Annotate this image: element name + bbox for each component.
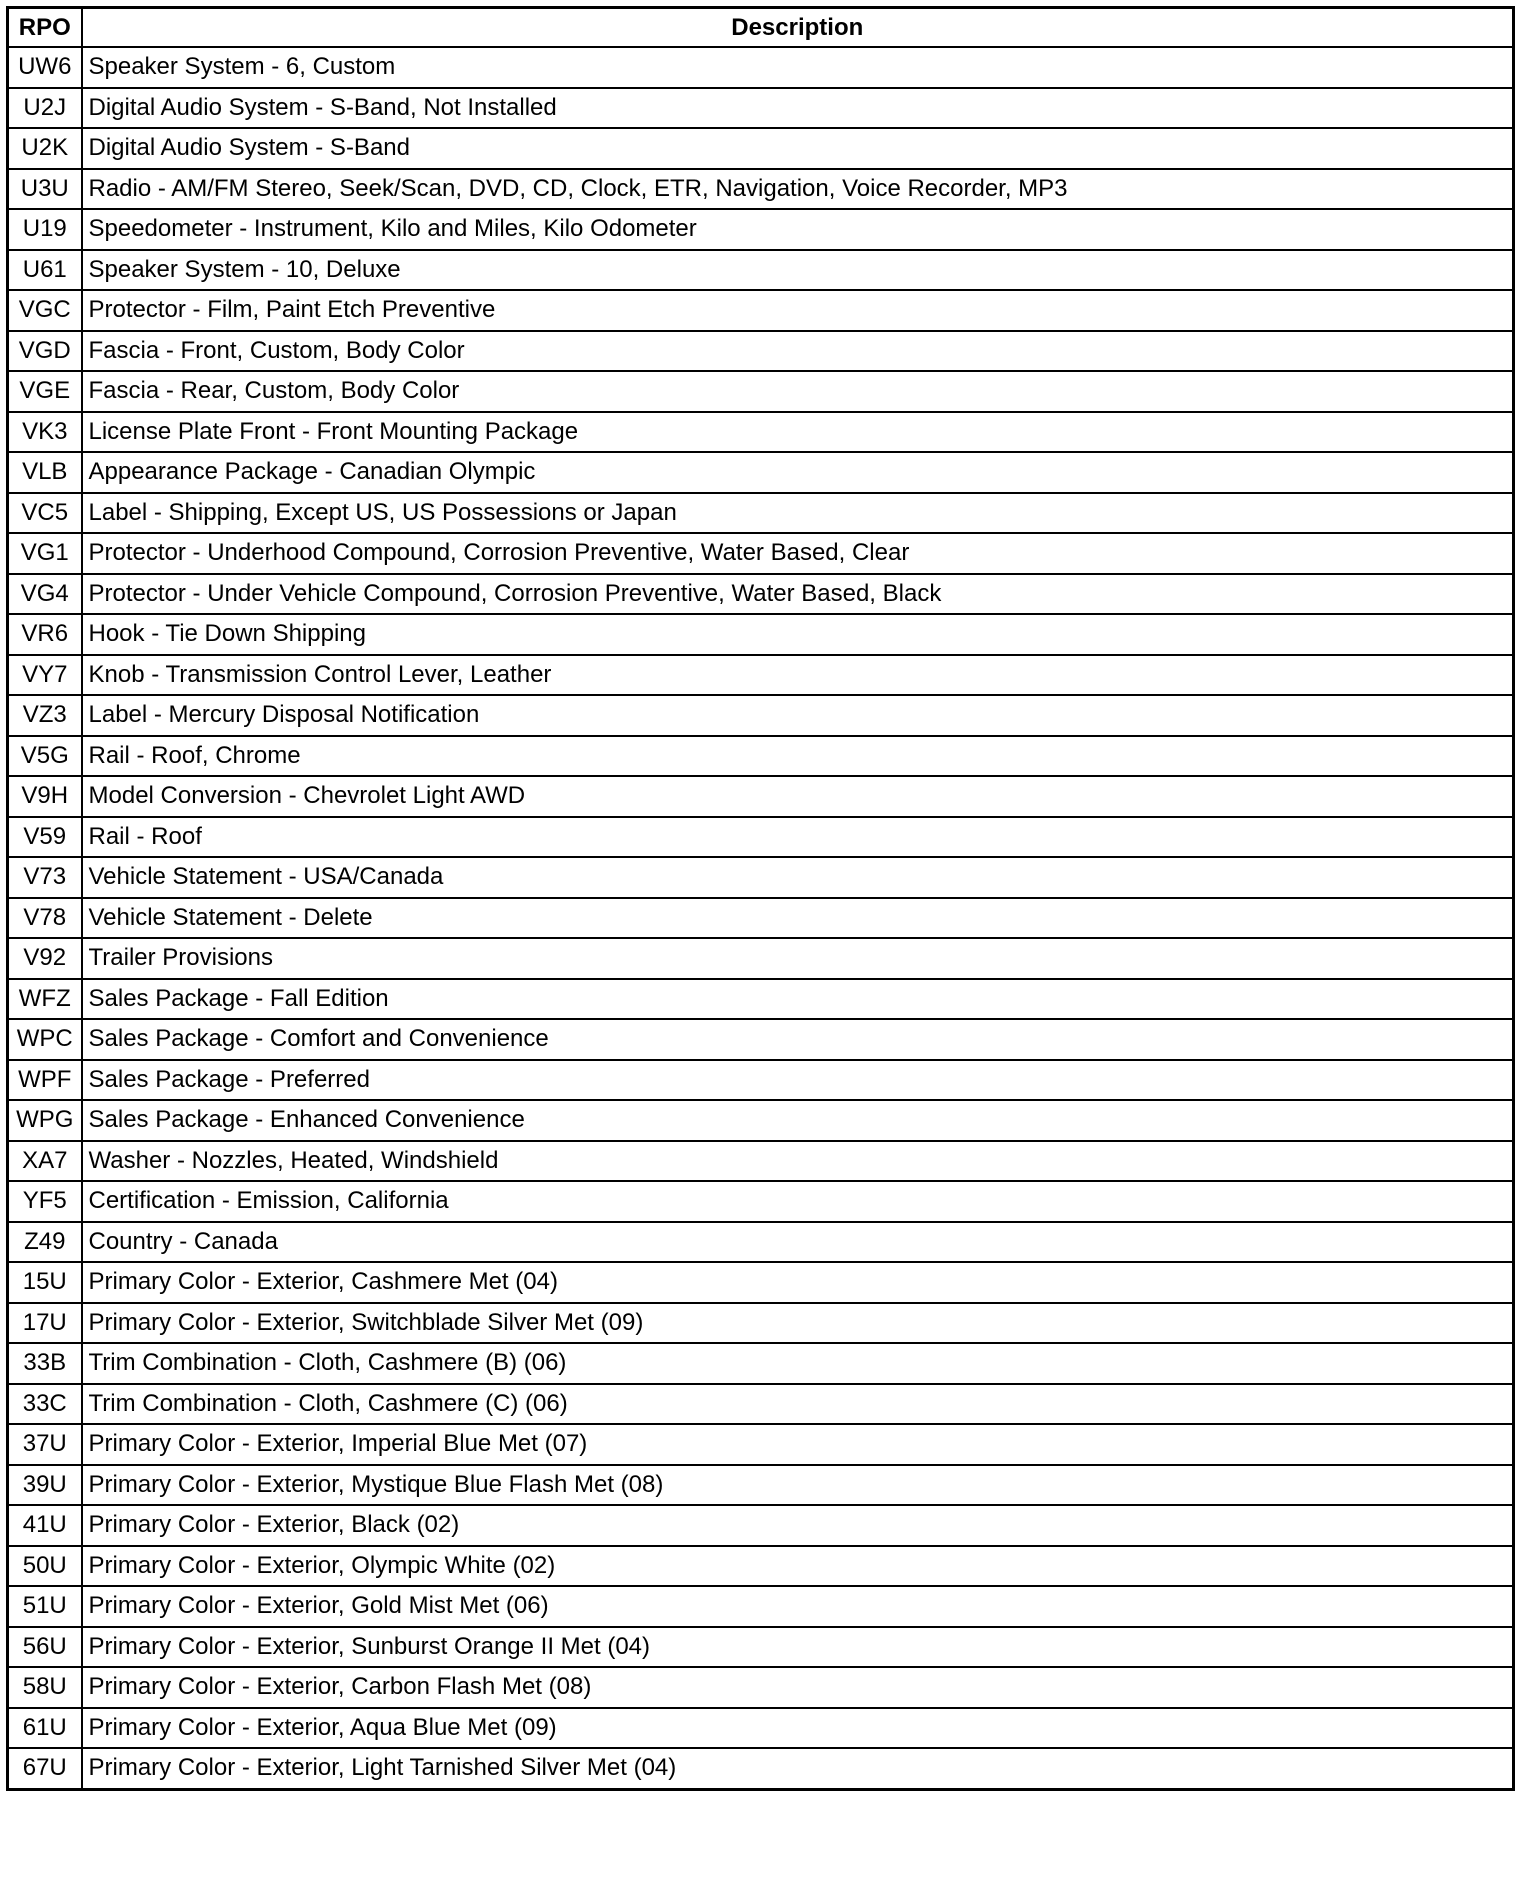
description-cell: Appearance Package - Canadian Olympic [82, 452, 1514, 493]
rpo-code-cell: U19 [8, 209, 82, 250]
description-cell: Vehicle Statement - USA/Canada [82, 857, 1514, 898]
table-row [8, 493, 1514, 534]
rpo-code-cell: VY7 [8, 655, 82, 696]
header-row [8, 8, 1514, 48]
table-row [8, 1465, 1514, 1506]
description-cell: Label - Shipping, Except US, US Possessions or Japan [82, 493, 1514, 534]
description-cell: Certification - Emission, California [82, 1181, 1514, 1222]
rpo-code-cell: WFZ [8, 979, 82, 1020]
table-row [8, 1181, 1514, 1222]
rpo-code-cell: V9H [8, 776, 82, 817]
rpo-code-cell: 58U [8, 1667, 82, 1708]
rpo-code-cell: 41U [8, 1505, 82, 1546]
description-cell: Protector - Underhood Compound, Corrosion Preventive, Water Based, Clear [82, 533, 1514, 574]
description-cell: Speaker System - 10, Deluxe [82, 250, 1514, 291]
rpo-code-cell: VK3 [8, 412, 82, 453]
description-cell: Speaker System - 6, Custom [82, 47, 1514, 88]
description-cell: Primary Color - Exterior, Olympic White (02) [82, 1546, 1514, 1587]
table-row [8, 1100, 1514, 1141]
table-row [8, 1019, 1514, 1060]
description-cell: Country - Canada [82, 1222, 1514, 1263]
description-cell: Sales Package - Fall Edition [82, 979, 1514, 1020]
table-row [8, 1627, 1514, 1668]
rpo-code-cell: Z49 [8, 1222, 82, 1263]
description-cell: Model Conversion - Chevrolet Light AWD [82, 776, 1514, 817]
table-row [8, 128, 1514, 169]
rpo-code-cell: XA7 [8, 1141, 82, 1182]
rpo-code-cell: VR6 [8, 614, 82, 655]
rpo-code-cell: U3U [8, 169, 82, 210]
rpo-code-cell: VGE [8, 371, 82, 412]
rpo-code-cell: WPF [8, 1060, 82, 1101]
description-cell: Primary Color - Exterior, Switchblade Silver Met (09) [82, 1303, 1514, 1344]
rpo-code-cell: U61 [8, 250, 82, 291]
table-row [8, 898, 1514, 939]
description-column-header: Description [82, 8, 1514, 48]
table-row [8, 1546, 1514, 1587]
table-row [8, 776, 1514, 817]
rpo-code-cell: 67U [8, 1748, 82, 1789]
description-cell: Primary Color - Exterior, Black (02) [82, 1505, 1514, 1546]
rpo-code-cell: VC5 [8, 493, 82, 534]
description-cell: Sales Package - Comfort and Convenience [82, 1019, 1514, 1060]
description-cell: Primary Color - Exterior, Carbon Flash Met (08) [82, 1667, 1514, 1708]
rpo-code-cell: VZ3 [8, 695, 82, 736]
description-cell: Trim Combination - Cloth, Cashmere (B) (06) [82, 1343, 1514, 1384]
description-cell: Fascia - Rear, Custom, Body Color [82, 371, 1514, 412]
rpo-code-cell: 61U [8, 1708, 82, 1749]
description-cell: Rail - Roof, Chrome [82, 736, 1514, 777]
table-row [8, 1384, 1514, 1425]
table-row [8, 574, 1514, 615]
rpo-code-cell: 37U [8, 1424, 82, 1465]
description-cell: Digital Audio System - S-Band [82, 128, 1514, 169]
description-cell: Rail - Roof [82, 817, 1514, 858]
description-cell: Radio - AM/FM Stereo, Seek/Scan, DVD, CD, Clock, ETR, Navigation, Voice Recorder, MP3 [82, 169, 1514, 210]
table-row [8, 979, 1514, 1020]
rpo-code-cell: WPC [8, 1019, 82, 1060]
description-cell: Primary Color - Exterior, Light Tarnished Silver Met (04) [82, 1748, 1514, 1789]
description-cell: Knob - Transmission Control Lever, Leather [82, 655, 1514, 696]
description-cell: License Plate Front - Front Mounting Package [82, 412, 1514, 453]
description-cell: Trailer Provisions [82, 938, 1514, 979]
description-cell: Primary Color - Exterior, Aqua Blue Met (09) [82, 1708, 1514, 1749]
table-row [8, 290, 1514, 331]
rpo-code-cell: VG1 [8, 533, 82, 574]
rpo-code-cell: VGD [8, 331, 82, 372]
table-row [8, 1141, 1514, 1182]
table-row [8, 1708, 1514, 1749]
rpo-code-cell: 33C [8, 1384, 82, 1425]
description-cell: Protector - Film, Paint Etch Preventive [82, 290, 1514, 331]
rpo-table [6, 6, 1515, 1791]
table-row [8, 857, 1514, 898]
table-row [8, 1586, 1514, 1627]
rpo-column-header: RPO [8, 8, 82, 48]
description-cell: Trim Combination - Cloth, Cashmere (C) (06) [82, 1384, 1514, 1425]
rpo-code-cell: V5G [8, 736, 82, 777]
description-cell: Speedometer - Instrument, Kilo and Miles, Kilo Odometer [82, 209, 1514, 250]
table-row [8, 88, 1514, 129]
description-cell: Label - Mercury Disposal Notification [82, 695, 1514, 736]
table-row [8, 655, 1514, 696]
rpo-code-cell: 56U [8, 1627, 82, 1668]
table-row [8, 1222, 1514, 1263]
description-cell: Protector - Under Vehicle Compound, Corrosion Preventive, Water Based, Black [82, 574, 1514, 615]
rpo-code-cell: VLB [8, 452, 82, 493]
table-row [8, 371, 1514, 412]
table-row [8, 736, 1514, 777]
description-cell: Digital Audio System - S-Band, Not Installed [82, 88, 1514, 129]
rpo-code-cell: VG4 [8, 574, 82, 615]
table-row [8, 331, 1514, 372]
rpo-code-cell: 17U [8, 1303, 82, 1344]
table-row [8, 695, 1514, 736]
table-row [8, 1667, 1514, 1708]
description-cell: Washer - Nozzles, Heated, Windshield [82, 1141, 1514, 1182]
rpo-code-cell: 15U [8, 1262, 82, 1303]
table-row [8, 1060, 1514, 1101]
rpo-code-cell: 33B [8, 1343, 82, 1384]
table-body [8, 47, 1514, 1789]
rpo-code-cell: UW6 [8, 47, 82, 88]
description-cell: Primary Color - Exterior, Imperial Blue Met (07) [82, 1424, 1514, 1465]
table-row [8, 1343, 1514, 1384]
description-cell: Hook - Tie Down Shipping [82, 614, 1514, 655]
rpo-code-cell: V78 [8, 898, 82, 939]
rpo-code-cell: V92 [8, 938, 82, 979]
table-row [8, 169, 1514, 210]
rpo-code-cell: VGC [8, 290, 82, 331]
rpo-code-cell: YF5 [8, 1181, 82, 1222]
table-row [8, 47, 1514, 88]
rpo-code-cell: 39U [8, 1465, 82, 1506]
rpo-code-cell: WPG [8, 1100, 82, 1141]
table-row [8, 1748, 1514, 1789]
rpo-code-cell: V59 [8, 817, 82, 858]
description-cell: Primary Color - Exterior, Gold Mist Met (06) [82, 1586, 1514, 1627]
description-cell: Vehicle Statement - Delete [82, 898, 1514, 939]
table-row [8, 614, 1514, 655]
description-cell: Sales Package - Preferred [82, 1060, 1514, 1101]
description-cell: Fascia - Front, Custom, Body Color [82, 331, 1514, 372]
description-cell: Sales Package - Enhanced Convenience [82, 1100, 1514, 1141]
table-row [8, 1303, 1514, 1344]
table-row [8, 250, 1514, 291]
table-row [8, 412, 1514, 453]
description-cell: Primary Color - Exterior, Cashmere Met (04) [82, 1262, 1514, 1303]
rpo-code-cell: U2K [8, 128, 82, 169]
table-row [8, 938, 1514, 979]
table-row [8, 817, 1514, 858]
rpo-code-cell: U2J [8, 88, 82, 129]
description-cell: Primary Color - Exterior, Mystique Blue Flash Met (08) [82, 1465, 1514, 1506]
table-row [8, 209, 1514, 250]
description-cell: Primary Color - Exterior, Sunburst Orange II Met (04) [82, 1627, 1514, 1668]
rpo-code-cell: 50U [8, 1546, 82, 1587]
table-row [8, 452, 1514, 493]
rpo-code-cell: V73 [8, 857, 82, 898]
rpo-code-cell: 51U [8, 1586, 82, 1627]
table-row [8, 1505, 1514, 1546]
table-row [8, 1262, 1514, 1303]
table-row [8, 533, 1514, 574]
table-row [8, 1424, 1514, 1465]
